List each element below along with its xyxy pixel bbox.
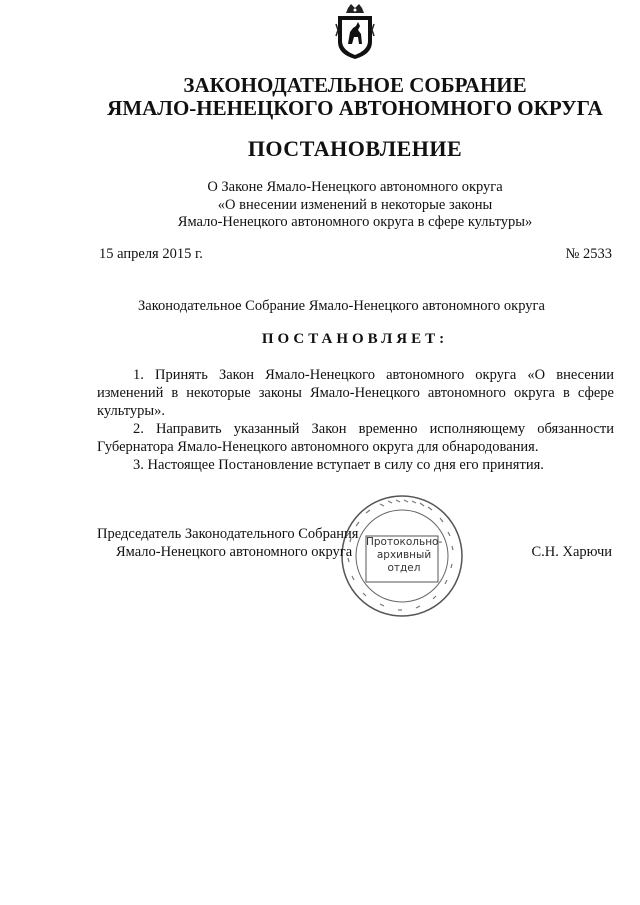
signatory-name: С.Н. Харючи [531,544,612,560]
resolution-item-2 [97,420,614,456]
resolution-item-3 [97,456,614,474]
resolves-heading: ПОСТАНОВЛЯЕТ: [261,331,449,347]
subject-line1: О Законе Ямало-Ненецкого автономного округа [207,179,503,195]
resolution-item-1 [97,366,614,420]
resolution-item-text: 2. Направить указанный Закон временно исполняющему обязанности Губернатора Ямало-Ненецкого автономного округа для обнародования. [97,421,614,455]
document-date: 15 апреля 2015 г. [99,246,203,262]
assembly-line: Законодательное Собрание Ямало-Ненецкого автономного округа [138,298,545,314]
document-number: № 2533 [565,246,612,262]
coat-of-arms-icon [334,4,376,60]
organization-title-line1: ЗАКОНОДАТЕЛЬНОЕ СОБРАНИЕ [183,73,527,97]
signatory-title-line2: Ямало-Ненецкого автономного округа [116,544,353,560]
subject-line3: Ямало-Ненецкого автономного округа в сфере культуры» [177,214,533,230]
signatory-title-line1: Председатель Законодательного Собрания [97,526,359,542]
subject-line2: «О внесении изменений в некоторые законы [217,197,493,213]
document-type: ПОСТАНОВЛЕНИЕ [247,136,463,161]
resolution-item-text: 3. Настоящее Постановление вступает в силу со дня его принятия. [133,457,544,473]
resolution-item-text: 1. Принять Закон Ямало-Ненецкого автономного округа «О внесении изменений в некоторые законы Ямало-Ненецкого автономного округа в сфере культуры». [97,367,614,419]
organization-title-line2: ЯМАЛО-НЕНЕЦКОГО АВТОНОМНОГО ОКРУГА [107,96,603,120]
stamp-text: Протокольно- архивный отдел [366,536,443,574]
